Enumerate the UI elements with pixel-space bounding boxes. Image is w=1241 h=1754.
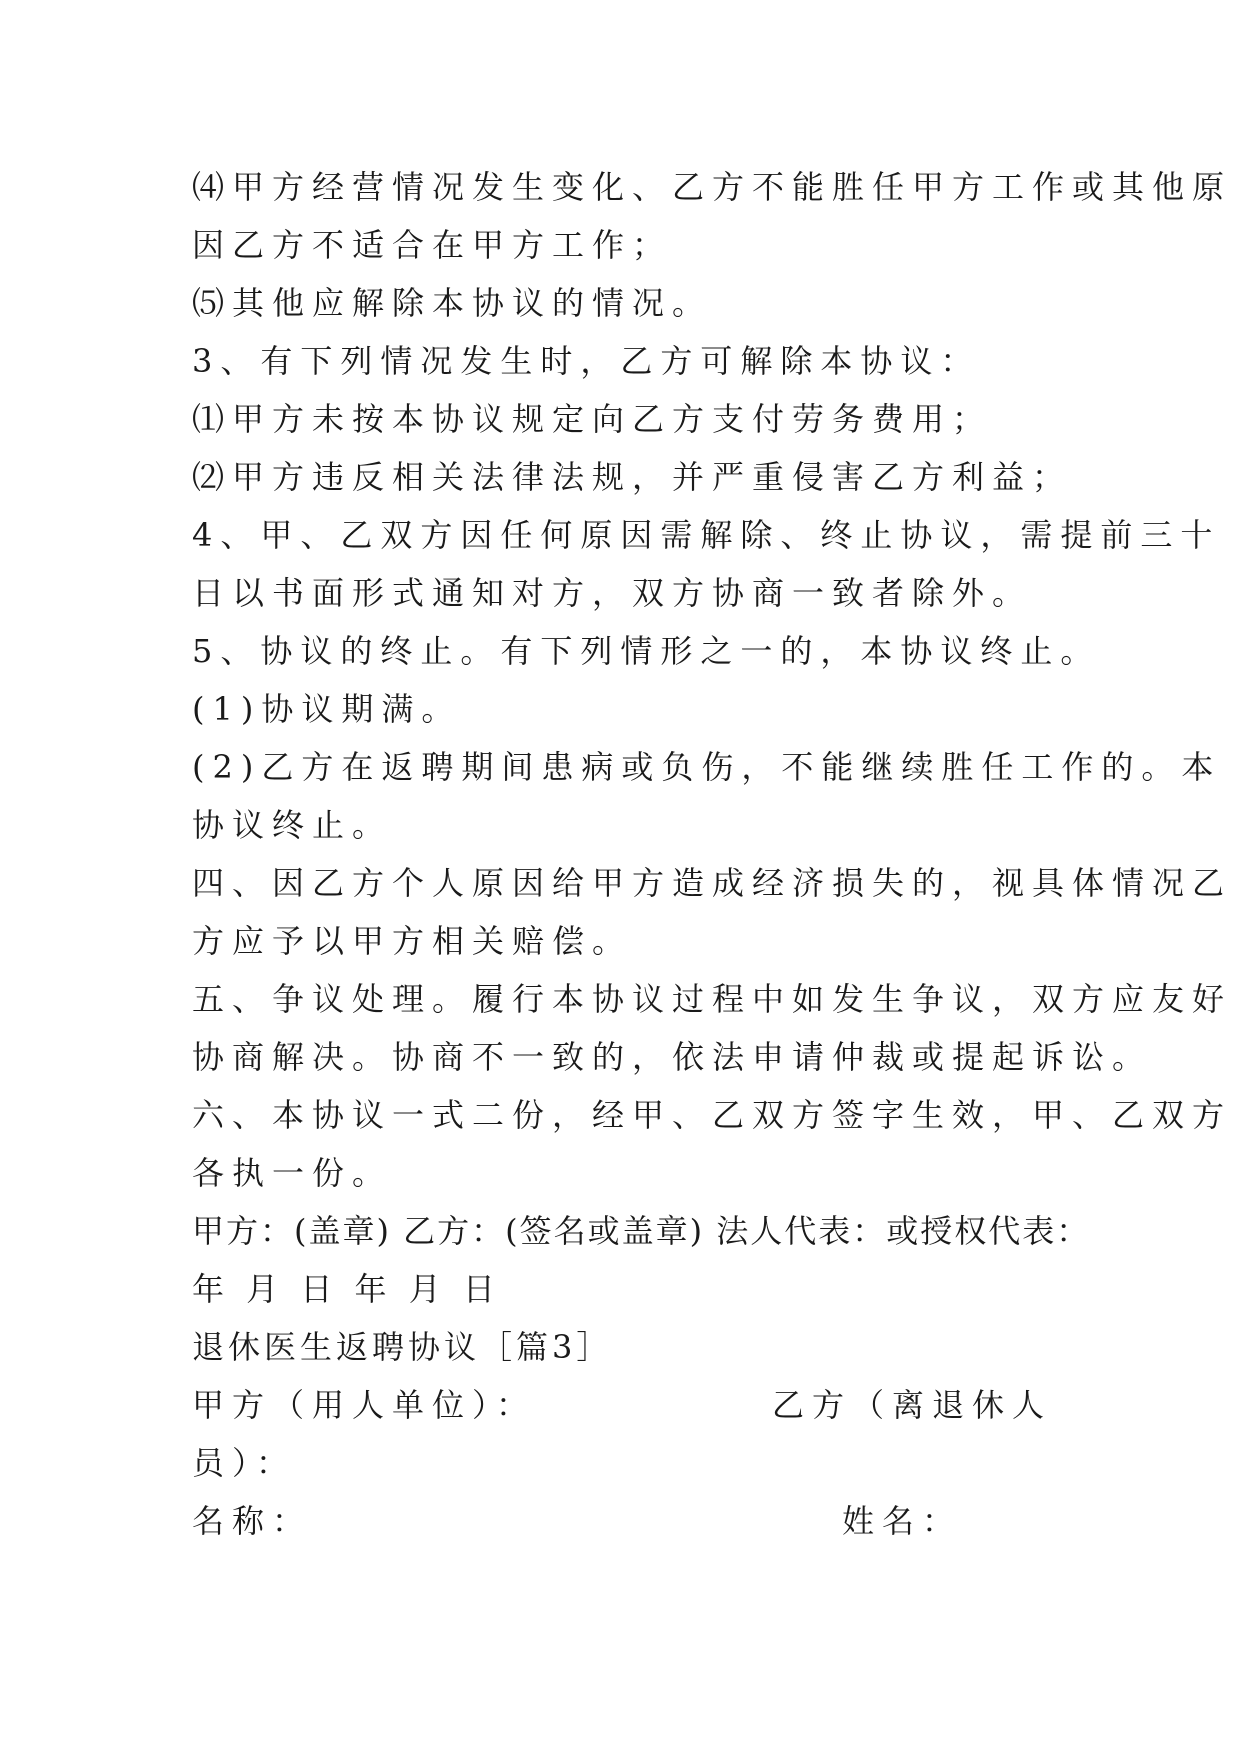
text-line: 六、本协议一式二份，经甲、乙双方签字生效，甲、乙双方	[192, 1096, 1233, 1134]
text-line: 4、甲、乙双方因任何原因需解除、终止协议，需提前三十	[192, 516, 1221, 554]
text-line: 协议终止。	[192, 806, 393, 844]
signature-line: 甲方：(盖章) 乙方：(签名或盖章) 法人代表：或授权代表：	[192, 1212, 1091, 1250]
text-line: ⑷甲方经营情况发生变化、乙方不能胜任甲方工作或其他原	[192, 168, 1233, 206]
text-line: (2)乙方在返聘期间患病或负伤，不能继续胜任工作的。本	[192, 748, 1222, 786]
party-a-label: 甲方（用人单位）：	[192, 1386, 537, 1424]
text-line: 四、因乙方个人原因给甲方造成经济损失的，视具体情况乙	[192, 864, 1233, 902]
text-line: 方应予以甲方相关赔偿。	[192, 922, 633, 960]
text-line: 因乙方不适合在甲方工作；	[192, 226, 673, 264]
text-line: 3、有下列情况发生时，乙方可解除本协议：	[192, 342, 981, 380]
text-line: 五、争议处理。履行本协议过程中如发生争议，双方应友好	[192, 980, 1233, 1018]
text-line: 各执一份。	[192, 1154, 393, 1192]
text-line: 5、协议的终止。有下列情形之一的，本协议终止。	[192, 632, 1101, 670]
text-line: ⑴甲方未按本协议规定向乙方支付劳务费用；	[192, 400, 993, 438]
text-line: ⑵甲方违反相关法律法规，并严重侵害乙方利益；	[192, 458, 1073, 496]
text-line: (1)协议期满。	[192, 690, 462, 728]
party-row	[192, 1376, 1052, 1434]
name-row	[192, 1492, 1052, 1550]
party-b-label: 乙方（离退休人	[771, 1386, 1052, 1424]
company-name-label: 名称：	[192, 1502, 313, 1540]
date-line: 年 月 日 年 月 日	[192, 1270, 501, 1308]
document-page	[192, 158, 1233, 1550]
text-line: 协商解决。协商不一致的，依法申请仲裁或提起诉讼。	[192, 1038, 1153, 1076]
text-line: 日以书面形式通知对方，双方协商一致者除外。	[192, 574, 1033, 612]
section-title: 退休医生返聘协议［篇3］	[192, 1328, 613, 1366]
text-line: 员）：	[192, 1444, 297, 1482]
person-name-label: 姓名：	[841, 1502, 962, 1540]
text-line: ⑸其他应解除本协议的情况。	[192, 284, 713, 322]
